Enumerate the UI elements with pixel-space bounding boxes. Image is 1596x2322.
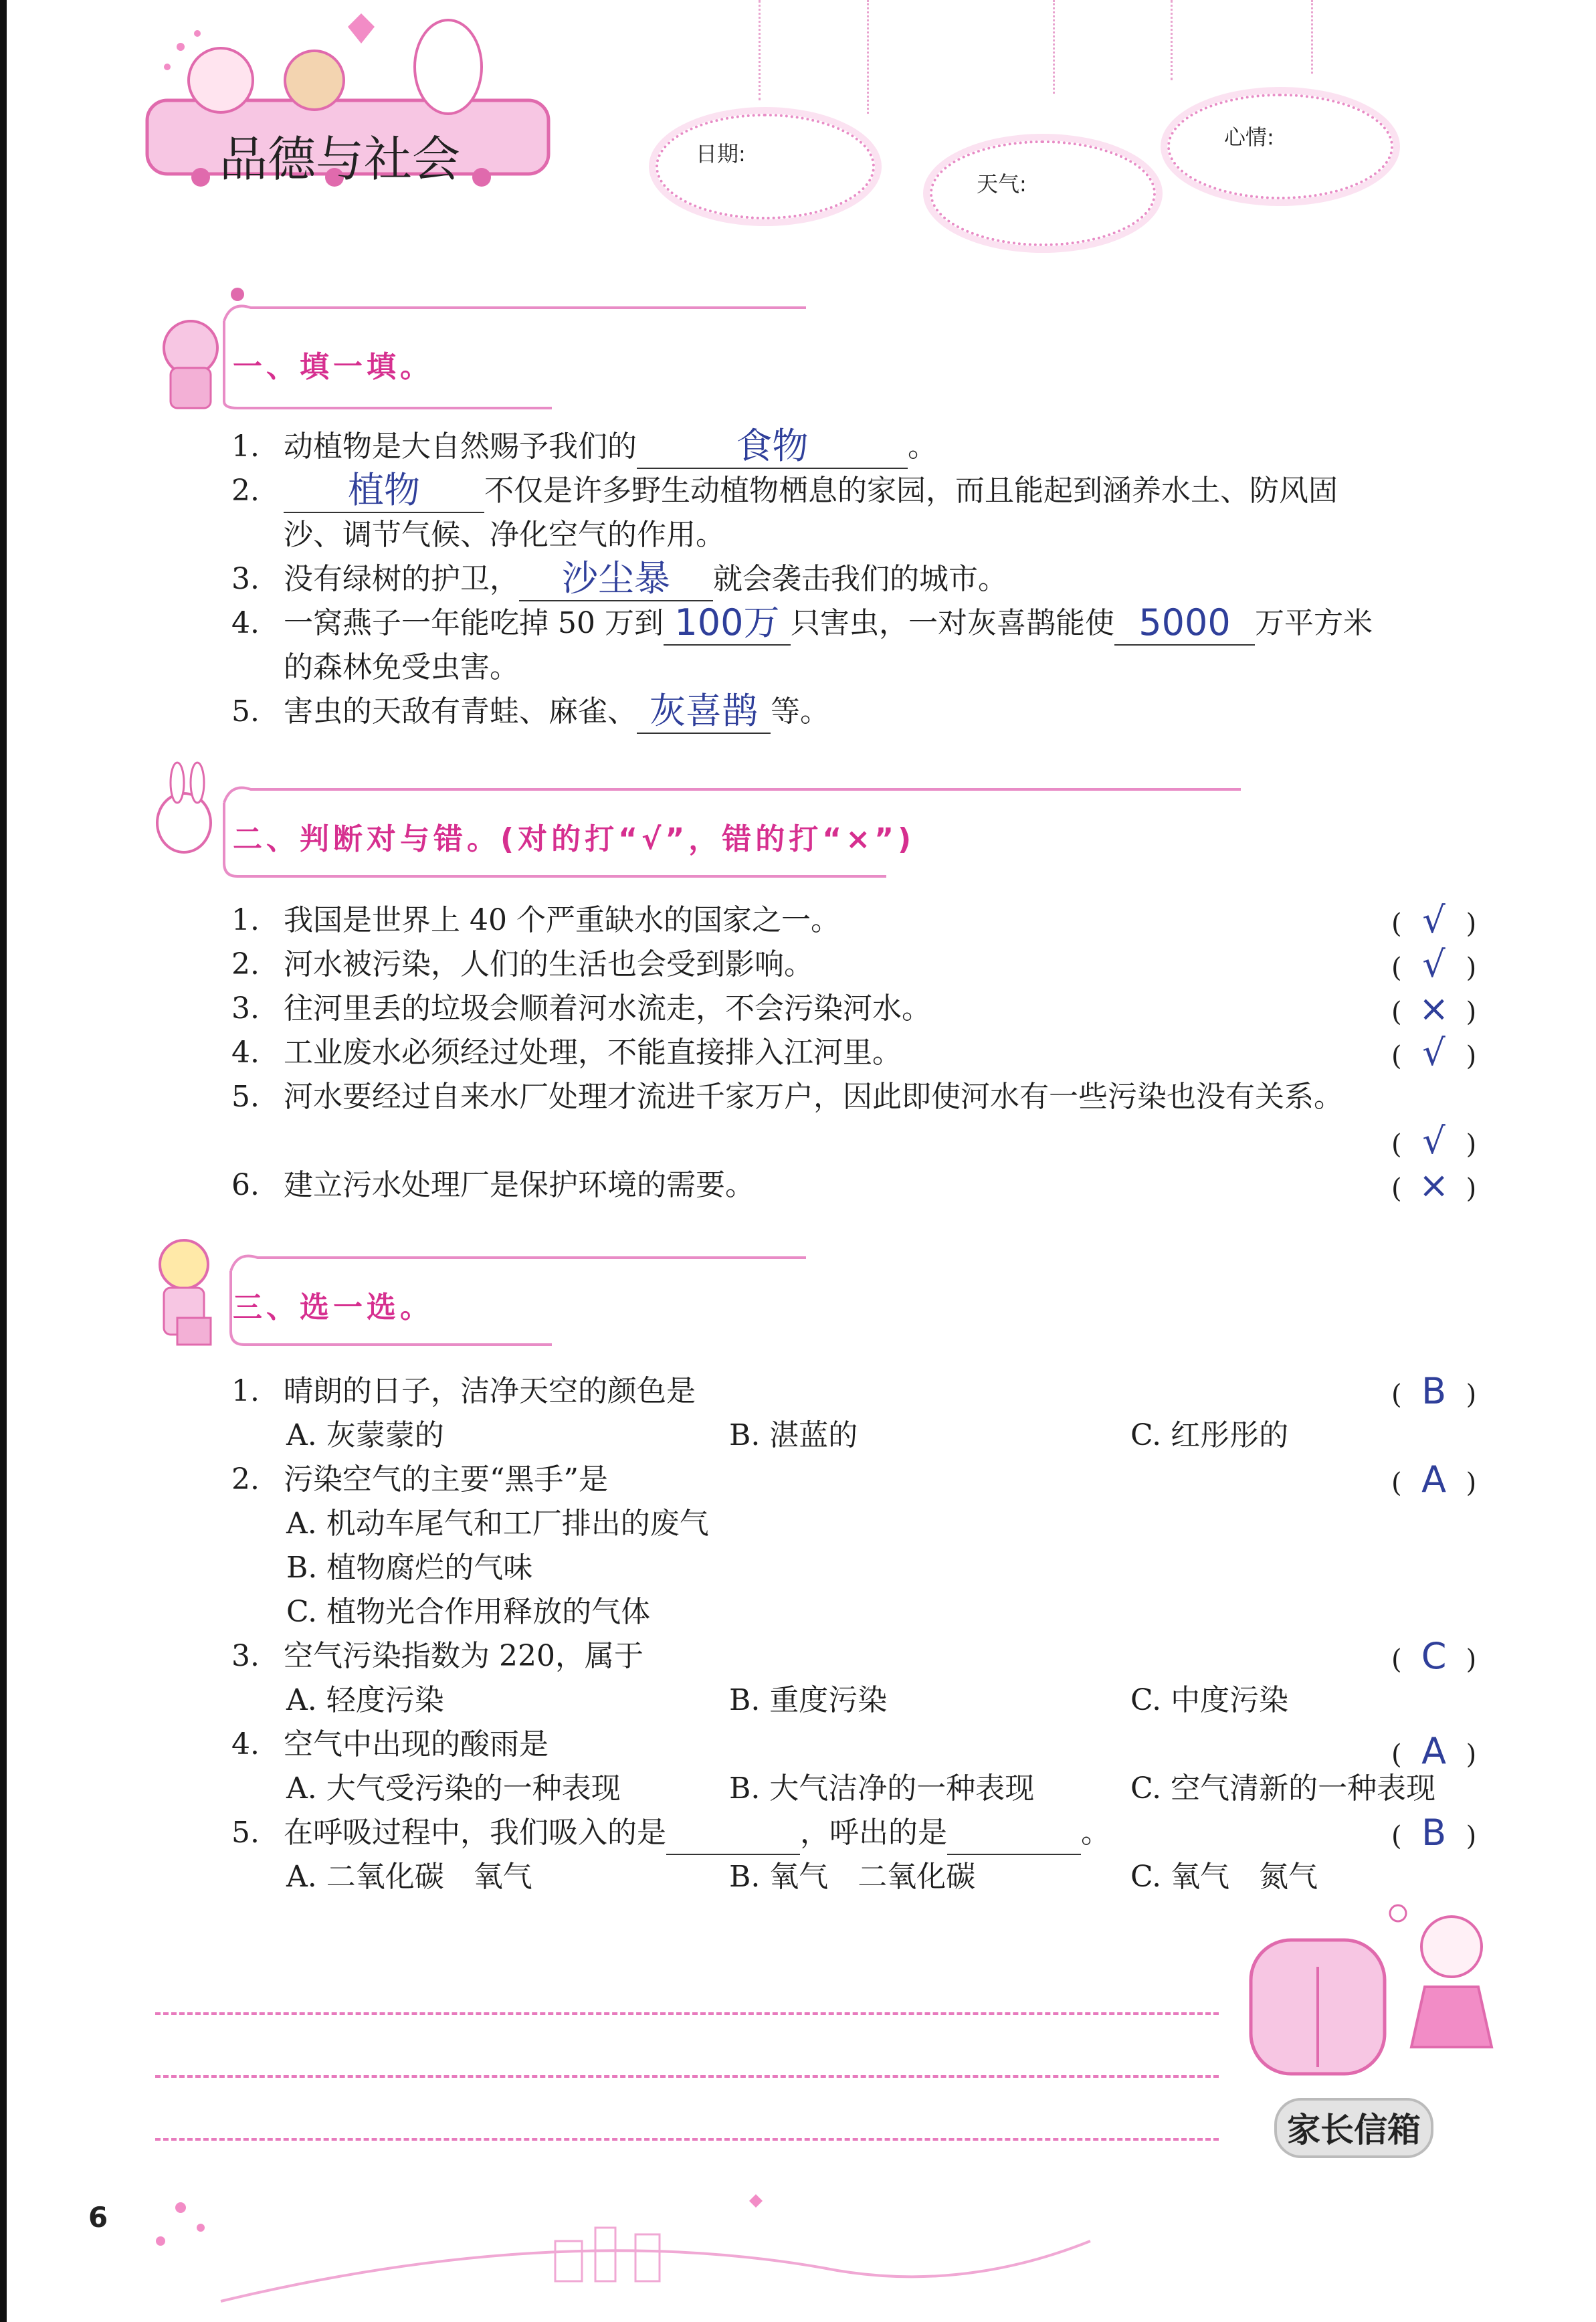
q2-option-a: A. 机动车尾气和工厂排出的废气 xyxy=(286,1507,709,1541)
hanging-string xyxy=(867,0,869,114)
fill-item-4-cont: 的森林免受虫害。 xyxy=(284,650,519,684)
judge-answer-1: ( √ ) xyxy=(1391,899,1477,941)
choice-answer-1: ( B ) xyxy=(1391,1370,1477,1412)
judge-answer-2: ( √ ) xyxy=(1391,943,1477,985)
weather-cloud xyxy=(930,140,1156,246)
answer-handwriting: 食物 xyxy=(736,425,809,467)
q2-option-c: C. 植物光合作用释放的气体 xyxy=(286,1595,651,1629)
mood-cloud xyxy=(1167,94,1393,199)
q3-option-a: A. 轻度污染 xyxy=(286,1683,444,1717)
q4-option-a: A. 大气受污染的一种表现 xyxy=(286,1771,621,1806)
q2-option-b: B. 植物腐烂的气味 xyxy=(286,1551,533,1585)
date-cloud xyxy=(656,114,875,219)
choice-q1: 1. 晴朗的日子，洁净天空的颜色是 xyxy=(231,1374,696,1408)
hanging-string xyxy=(1311,0,1313,74)
q3-option-c: C. 中度污染 xyxy=(1130,1683,1289,1717)
choice-q2: 2. 污染空气的主要“黑手”是 xyxy=(231,1462,608,1496)
q4-option-c: C. 空气清新的一种表现 xyxy=(1130,1771,1436,1806)
q1-option-b: B. 湛蓝的 xyxy=(729,1418,858,1452)
judge-item-4: 4. 工业废水必须经过处理，不能直接排入江河里。 xyxy=(231,1036,902,1070)
choice-answer-3: ( C ) xyxy=(1391,1635,1477,1677)
section1-title: 一、填一填。 xyxy=(233,350,433,384)
writing-line xyxy=(155,2012,1219,2015)
fill-item-3: 3. 没有绿树的护卫， 沙尘暴 就会袭击我们的城市。 xyxy=(231,557,1007,601)
section2-title: 二、判断对与错。(对的打“√”，错的打“×”) xyxy=(233,822,916,856)
choice-q5: 5. 在呼吸过程中，我们吸入的是 ，呼出的是 。 xyxy=(231,1811,1110,1855)
date-label: 日期: xyxy=(696,141,746,167)
answer-handwriting: 100万 xyxy=(674,601,780,644)
choice-answer-2: ( A ) xyxy=(1391,1458,1477,1501)
q5-option-b: B. 氧气 二氧化碳 xyxy=(729,1860,976,1894)
judge-answer-4: ( √ ) xyxy=(1391,1032,1477,1074)
writing-line xyxy=(155,2138,1219,2141)
fill-item-2-cont: 沙、调节气候、净化空气的作用。 xyxy=(284,518,725,552)
q1-option-c: C. 红彤彤的 xyxy=(1130,1418,1289,1452)
q5-option-a: A. 二氧化碳 氧气 xyxy=(286,1860,532,1894)
judge-item-3: 3. 往河里丢的垃圾会顺着河水流走，不会污染河水。 xyxy=(231,991,931,1026)
answer-handwriting: 5000 xyxy=(1138,601,1231,644)
fill-item-5: 5. 害虫的天敌有青蛙、麻雀、 灰喜鹊 等。 xyxy=(231,690,829,734)
choice-answer-5: ( B ) xyxy=(1391,1812,1477,1854)
footer-decoration xyxy=(87,2167,1492,2315)
choice-q4: 4. 空气中出现的酸雨是 xyxy=(231,1727,548,1761)
judge-answer-5: ( √ ) xyxy=(1391,1120,1477,1162)
mailbox-illustration xyxy=(1231,1893,1512,2094)
fill-item-1: 1. 动植物是大自然赐予我们的 食物 。 xyxy=(231,425,937,469)
judge-answer-3: ( × ) xyxy=(1391,987,1477,1030)
page-edge xyxy=(0,0,7,2322)
judge-item-5: 5. 河水要经过自来水厂处理才流进千家万户，因此即使河水有一些污染也没有关系。 xyxy=(231,1080,1343,1114)
judge-item-6: 6. 建立污水处理厂是保护环境的需要。 xyxy=(231,1168,755,1202)
q3-option-b: B. 重度污染 xyxy=(729,1683,888,1717)
weather-label: 天气: xyxy=(977,171,1027,197)
q1-option-a: A. 灰蒙蒙的 xyxy=(286,1418,444,1452)
hanging-string xyxy=(759,0,761,100)
answer-handwriting: 沙尘暴 xyxy=(562,557,670,599)
judge-item-1: 1. 我国是世界上 40 个严重缺水的国家之一。 xyxy=(231,903,840,937)
mood-label: 心情: xyxy=(1224,124,1274,150)
judge-answer-6: ( × ) xyxy=(1391,1164,1477,1206)
choice-answer-4: ( A ) xyxy=(1391,1730,1477,1772)
choice-q3: 3. 空气污染指数为 220，属于 xyxy=(231,1639,643,1673)
hanging-string xyxy=(1053,0,1055,94)
subject-title: 品德与社会 xyxy=(219,131,461,187)
q4-option-b: B. 大气洁净的一种表现 xyxy=(729,1771,1035,1806)
section3-title: 三、选一选。 xyxy=(233,1290,433,1325)
answer-handwriting: 灰喜鹊 xyxy=(650,690,758,732)
answer-handwriting: 植物 xyxy=(348,469,420,511)
judge-item-2: 2. 河水被污染，人们的生活也会受到影响。 xyxy=(231,947,813,981)
fill-item-4: 4. 一窝燕子一年能吃掉 50 万到 100万 只害虫，一对灰喜鹊能使 5000 万平方米 xyxy=(231,601,1373,646)
hanging-string xyxy=(1171,0,1173,80)
writing-line xyxy=(155,2075,1219,2078)
fill-item-2: 2. 植物 不仅是许多野生动植物栖息的家园，而且能起到涵养水土、防风固 xyxy=(231,469,1338,513)
q5-option-c: C. 氧气 氮气 xyxy=(1130,1860,1318,1894)
mailbox-title: 家长信箱 xyxy=(1287,2111,1421,2149)
page-number: 6 xyxy=(88,2201,108,2234)
